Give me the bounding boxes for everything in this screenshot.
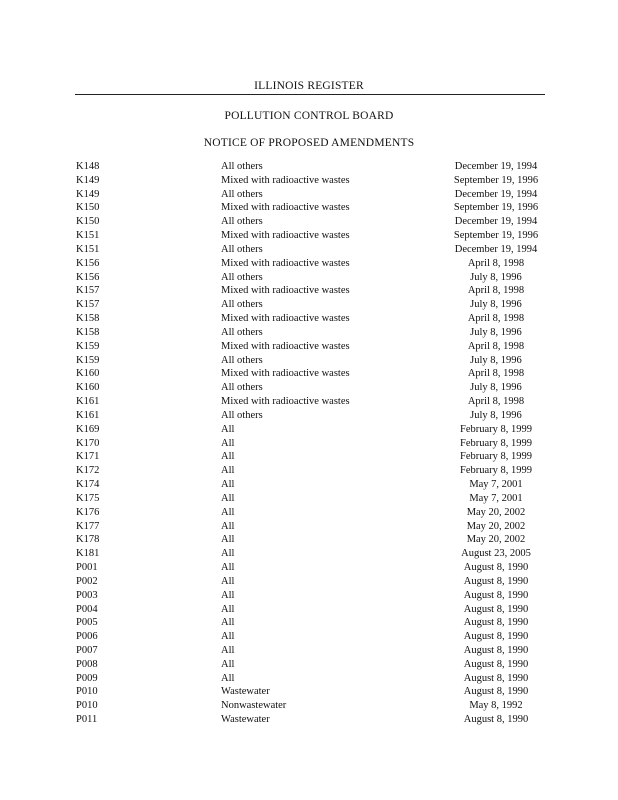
waste-description: All [221, 617, 235, 629]
waste-description: All [221, 506, 235, 518]
effective-date: August 8, 1990 [463, 714, 529, 726]
table-row [0, 326, 618, 340]
table-row [0, 603, 618, 617]
board-title: POLLUTION CONTROL BOARD [224, 110, 394, 122]
waste-code: K171 [76, 451, 100, 463]
waste-description: All others [221, 409, 263, 421]
notice-title: NOTICE OF PROPOSED AMENDMENTS [203, 137, 415, 149]
table-row [0, 630, 618, 644]
effective-date: July 8, 1996 [470, 382, 522, 394]
waste-description: All [221, 548, 235, 560]
waste-code: K161 [76, 396, 100, 408]
waste-description: Mixed with radioactive wastes [221, 202, 350, 214]
waste-description: Mixed with radioactive wastes [221, 174, 350, 186]
waste-code: K170 [76, 437, 100, 449]
effective-date: February 8, 1999 [459, 423, 533, 435]
table-row [0, 215, 618, 229]
effective-date: August 8, 1990 [463, 575, 529, 587]
waste-code: K159 [76, 354, 100, 366]
effective-date: September 19, 1996 [453, 202, 539, 214]
effective-date: August 8, 1990 [463, 617, 529, 629]
waste-description: All others [221, 161, 263, 172]
waste-code: K172 [76, 465, 100, 477]
waste-description: All others [221, 326, 263, 338]
table-row [0, 201, 618, 215]
effective-date: August 8, 1990 [463, 672, 529, 684]
effective-date: April 8, 1998 [467, 368, 525, 380]
waste-description: All [221, 534, 235, 546]
table-row [0, 506, 618, 520]
table-row [0, 492, 618, 506]
waste-code: P010 [76, 700, 98, 712]
effective-date: May 20, 2002 [466, 520, 526, 532]
waste-code: P003 [76, 589, 98, 601]
waste-code: K181 [76, 548, 100, 560]
waste-description: All [221, 603, 235, 615]
waste-code: K169 [76, 423, 100, 435]
waste-code: P007 [76, 644, 98, 656]
waste-code: K161 [76, 409, 100, 421]
table-row [0, 284, 618, 298]
waste-description: Mixed with radioactive wastes [221, 313, 350, 325]
effective-date: July 8, 1996 [470, 271, 522, 283]
table-row [0, 547, 618, 561]
table-row [0, 713, 618, 727]
waste-description: All [221, 451, 235, 463]
waste-code: K151 [76, 230, 100, 242]
waste-code: K157 [76, 299, 100, 311]
waste-description: Mixed with radioactive wastes [221, 368, 350, 380]
waste-description: Nonwastewater [221, 700, 287, 712]
waste-description: All [221, 575, 235, 587]
table-row [0, 367, 618, 381]
effective-date: May 20, 2002 [466, 506, 526, 518]
effective-date: September 19, 1996 [453, 230, 539, 242]
waste-description: All [221, 562, 235, 574]
effective-date: July 8, 1996 [470, 409, 522, 421]
waste-code: K175 [76, 492, 100, 504]
table-row [0, 229, 618, 243]
effective-date: February 8, 1999 [459, 465, 533, 477]
effective-date: December 19, 1994 [454, 243, 538, 255]
waste-description: Mixed with radioactive wastes [221, 285, 350, 297]
effective-date: May 7, 2001 [469, 492, 523, 504]
waste-description: All [221, 631, 235, 643]
table-row [0, 243, 618, 257]
waste-code: K177 [76, 520, 100, 532]
waste-description: All others [221, 216, 263, 228]
table-row [0, 672, 618, 686]
table-row [0, 685, 618, 699]
effective-date: December 19, 1994 [454, 216, 538, 228]
table-row [0, 464, 618, 478]
table-row [0, 409, 618, 423]
effective-date: April 8, 1998 [467, 340, 525, 352]
waste-description: Mixed with radioactive wastes [221, 230, 350, 242]
table-row [0, 658, 618, 672]
effective-date: August 8, 1990 [463, 603, 529, 615]
waste-description: All [221, 520, 235, 532]
waste-code: K156 [76, 271, 100, 283]
effective-date: February 8, 1999 [459, 437, 533, 449]
waste-description: Mixed with radioactive wastes [221, 396, 350, 408]
table-row [0, 520, 618, 534]
waste-code: K149 [76, 188, 100, 200]
table-row [0, 381, 618, 395]
table-row [0, 561, 618, 575]
waste-description: Mixed with radioactive wastes [221, 340, 350, 352]
waste-description: All [221, 465, 235, 477]
table-row [0, 354, 618, 368]
waste-description: All [221, 658, 235, 670]
effective-date: August 8, 1990 [463, 644, 529, 656]
effective-date: August 8, 1990 [463, 658, 529, 670]
waste-description: Wastewater [221, 714, 270, 726]
waste-code: K157 [76, 285, 100, 297]
table-row [0, 478, 618, 492]
table-row [0, 450, 618, 464]
waste-description: All others [221, 188, 263, 200]
table-row [0, 616, 618, 630]
effective-date: April 8, 1998 [467, 285, 525, 297]
effective-date: September 19, 1996 [453, 174, 539, 186]
waste-description: All others [221, 354, 263, 366]
waste-code: K160 [76, 382, 100, 394]
waste-description: All [221, 437, 235, 449]
waste-code: K158 [76, 313, 100, 325]
effective-date: April 8, 1998 [467, 396, 525, 408]
effective-date: April 8, 1998 [467, 313, 525, 325]
waste-description: Mixed with radioactive wastes [221, 257, 350, 269]
table-row [0, 437, 618, 451]
waste-code: K159 [76, 340, 100, 352]
waste-description: All [221, 423, 235, 435]
effective-date: August 8, 1990 [463, 589, 529, 601]
waste-code: P010 [76, 686, 98, 698]
header-rule [75, 94, 545, 95]
effective-date: August 8, 1990 [463, 631, 529, 643]
table-row [0, 423, 618, 437]
effective-date: August 8, 1990 [463, 562, 529, 574]
waste-description: All others [221, 382, 263, 394]
waste-description: All [221, 492, 235, 504]
waste-code: K156 [76, 257, 100, 269]
effective-date: December 19, 1994 [454, 161, 538, 172]
waste-description: All [221, 479, 235, 491]
table-row [0, 395, 618, 409]
register-title: ILLINOIS REGISTER [254, 80, 364, 92]
waste-code: P004 [76, 603, 98, 615]
waste-description: All [221, 672, 235, 684]
waste-code: K149 [76, 174, 100, 186]
waste-code: K150 [76, 202, 100, 214]
waste-code: P005 [76, 617, 98, 629]
table-row [0, 188, 618, 202]
waste-code: P002 [76, 575, 98, 587]
table-row [0, 271, 618, 285]
waste-code: P009 [76, 672, 98, 684]
waste-description: All others [221, 271, 263, 283]
waste-code: P011 [76, 714, 98, 726]
waste-code: K174 [76, 479, 100, 491]
waste-description: Wastewater [221, 686, 270, 698]
effective-date: August 8, 1990 [463, 686, 529, 698]
waste-code: K148 [76, 161, 100, 172]
table-row [0, 533, 618, 547]
effective-date: December 19, 1994 [454, 188, 538, 200]
table-row [0, 699, 618, 713]
table-row [0, 160, 618, 174]
waste-code: P008 [76, 658, 98, 670]
table-row [0, 644, 618, 658]
table-row [0, 575, 618, 589]
waste-code: K150 [76, 216, 100, 228]
waste-description: All others [221, 243, 263, 255]
table-row [0, 340, 618, 354]
waste-description: All [221, 589, 235, 601]
waste-code: K160 [76, 368, 100, 380]
waste-code: P001 [76, 562, 98, 574]
effective-date: July 8, 1996 [470, 354, 522, 366]
waste-code: K158 [76, 326, 100, 338]
waste-code-table [0, 160, 618, 727]
table-row [0, 312, 618, 326]
effective-date: May 8, 1992 [469, 700, 523, 712]
waste-description: All [221, 644, 235, 656]
effective-date: February 8, 1999 [459, 451, 533, 463]
table-row [0, 298, 618, 312]
waste-description: All others [221, 299, 263, 311]
effective-date: April 8, 1998 [467, 257, 525, 269]
table-row [0, 257, 618, 271]
effective-date: May 7, 2001 [469, 479, 523, 491]
waste-code: K178 [76, 534, 100, 546]
waste-code: P006 [76, 631, 98, 643]
waste-code: K151 [76, 243, 100, 255]
effective-date: July 8, 1996 [470, 299, 522, 311]
effective-date: July 8, 1996 [470, 326, 522, 338]
waste-code: K176 [76, 506, 100, 518]
table-row [0, 589, 618, 603]
effective-date: August 23, 2005 [461, 548, 531, 560]
effective-date: May 20, 2002 [466, 534, 526, 546]
table-row [0, 174, 618, 188]
